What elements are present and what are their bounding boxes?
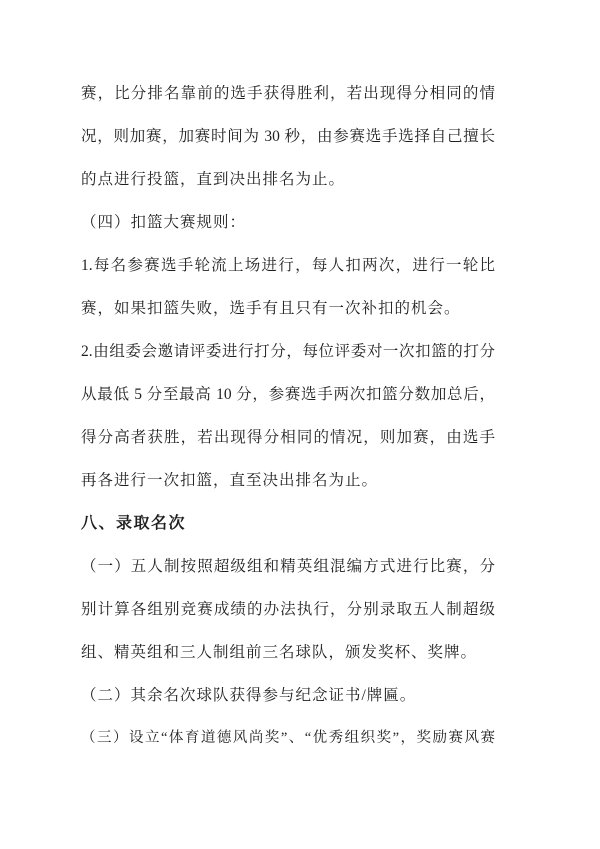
- text-line: 从最低 5 分至最高 10 分，参赛选手两次扣篮分数加总后，: [81, 386, 495, 403]
- page-text-block: [81, 72, 495, 760]
- text-line-section-4-title: （四）扣篮大赛规则：: [81, 214, 247, 231]
- text-line: 的点进行投篮，直到决出排名为止。: [81, 171, 346, 188]
- text-line: （二）其余名次球队获得参与纪念证书/牌匾。: [81, 687, 417, 704]
- text-line: 得分高者获胜，若出现得分相同的情况，则加赛，由选手: [81, 429, 495, 446]
- text-line: 再各进行一次扣篮，直至决出排名为止。: [81, 472, 379, 489]
- section-heading: 八、录取名次: [81, 515, 187, 532]
- text-line: （一）五人制按照超级组和精英组混编方式进行比赛，分: [81, 558, 495, 575]
- text-line: 赛，如果扣篮失败，选手有且只有一次补扣的机会。: [81, 300, 461, 317]
- text-line: 况，则加赛，加赛时间为 30 秒，由参赛选手选择自己擅长: [81, 128, 495, 145]
- text-line: （三）设立“体育道德风尚奖”、“优秀组织奖”，奖励赛风赛: [81, 730, 495, 746]
- text-line: 赛，比分排名靠前的选手获得胜利，若出现得分相同的情: [81, 85, 495, 102]
- text-line: 2.由组委会邀请评委进行打分，每位评委对一次扣篮的打分: [81, 343, 495, 360]
- text-line: 1.每名参赛选手轮流上场进行，每人扣两次，进行一轮比: [81, 257, 495, 274]
- text-line: 别计算各组别竞赛成绩的办法执行，分别录取五人制超级: [81, 601, 495, 618]
- text-line: 组、精英组和三人制组前三名球队，颁发奖杯、奖牌。: [81, 644, 478, 661]
